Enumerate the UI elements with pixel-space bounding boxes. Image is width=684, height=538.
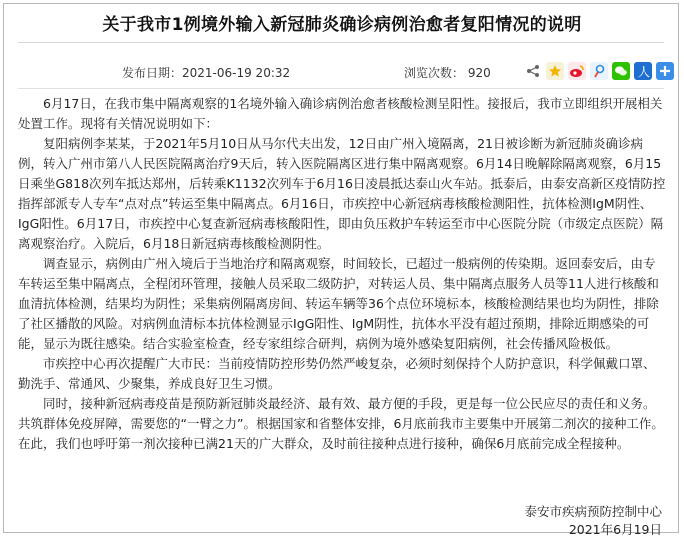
qzone-icon[interactable]	[546, 62, 564, 80]
paragraph: 市疾控中心再次提醒广大市民：当前疫情防控形势仍然严峻复杂，必须时刻保持个人防护意识，科学佩戴口罩、勤洗手、常通风、少聚集，养成良好卫生习惯。	[18, 356, 656, 391]
paragraph: 6月17日，在我市集中隔离观察的1名境外输入确诊病例治愈者核酸检测呈阳性。接报后，我市立即组织开展相关处置工作。现将有关情况说明如下：	[18, 96, 663, 131]
paragraph: 调查显示，病例由广州入境后于当地治疗和隔离观察，时间较长，已超过一般病例的传染期。返回泰安后，由专车转运至集中隔离点，全程闭环管理，接触人员采取二级防护，对转运人员、集中隔离点服务人员等11人进行核酸和血清抗体检测，结果均为阴性；采集病例隔离房间、转运车辆等36个点位环境标本，核酸检测结果也均为阴性，排除了社区播散的风险。对病例血清标本抗体检测显示IgG阳性、IgM阴性，抗体水平没有超过预期，排除近期感染的可能，显示为既往感染。结合实验室检查，经专家组综合研判，病例为境外感染复阳病例，社会传播风险极低。	[18, 256, 659, 351]
paragraph: 复阳病例李某某，于2021年5月10日从马尔代夫出发，12日由广州入境隔离，21日被诊断为新冠肺炎确诊病例，转入广州市第八人民医院隔离治疗9天后，转入医院隔离区进行集中隔离观察。6月14日晚解除隔离观察，6月15日乘坐G818次列车抵达郑州，后转乘K1132次列车于6月16日凌晨抵达泰山火车站。抵泰后，由泰安高新区疫情防控指挥部派专人专车“点对点”转运至集中隔离点。6月16日，市疾控中心新冠病毒核酸检测阳性，抗体检测IgM阴性、IgG阳性。6月17日，市疾控中心复查新冠病毒核酸阳性，即由负压救护车转运至市中心医院分院（市级定点医院）隔离观察治疗。入院后，6月18日新冠病毒核酸检测阴性。	[18, 136, 666, 251]
publish-date: 发布日期：2021-06-19 20:32	[122, 66, 291, 80]
view-count: 浏览次数： 920	[404, 66, 491, 80]
divider	[18, 88, 664, 89]
signature-org: 泰安市疾病预防控制中心	[524, 504, 662, 519]
renren-icon[interactable]	[634, 62, 652, 80]
weibo-icon[interactable]	[568, 62, 586, 80]
more-icon[interactable]	[656, 62, 674, 80]
svg-text:人: 人	[638, 65, 650, 78]
signature-date: 2021年6月19日	[568, 522, 662, 537]
wechat-icon[interactable]	[612, 62, 630, 80]
share-bar	[524, 60, 674, 82]
article-title: 关于我市1例境外输入新冠肺炎确诊病例治愈者复阳情况的说明	[102, 15, 582, 35]
divider	[18, 42, 664, 43]
paragraph: 同时，接种新冠病毒疫苗是预防新冠肺炎最经济、最有效、最方便的手段，更是每一位公民应尽的责任和义务。共筑群体免疫屏障，需要您的“一臂之力”。根据国家和省整体安排，6月底前我市主要集中开展第二剂次的接种工作。在此，我们也呼吁第一剂次接种已满21天的广大群众，及时前往接种点进行接种，确保6月底前完成全程接种。	[18, 396, 664, 451]
share-icon[interactable]	[524, 62, 542, 80]
article-body	[18, 94, 666, 454]
tencent-weibo-icon[interactable]	[590, 62, 608, 80]
article-frame	[3, 3, 679, 537]
